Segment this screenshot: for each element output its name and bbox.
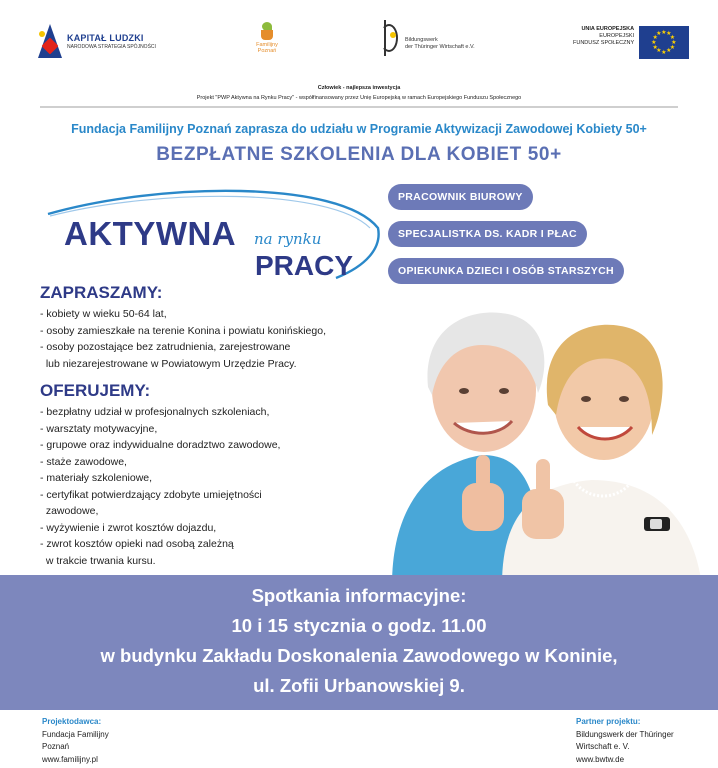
eu-star-icon: ★ [651, 39, 657, 46]
invite-list [40, 306, 326, 372]
eu-line1: UNIA EUROPEJSKA [581, 26, 635, 32]
organizer-name-line1: Fundacja Familijny [42, 729, 109, 739]
kapital-ludzki-logo [38, 24, 156, 58]
info-venue: w budynku Zakładu Doskonalenia Zawodowego w Koninie, [100, 645, 618, 666]
eu-star-icon: ★ [656, 30, 662, 37]
info-address: ul. Zofii Urbanowskiej 9. [253, 675, 465, 696]
organizer-name-line2: Poznań [42, 742, 70, 751]
list-item: - zwrot kosztów opieki nad osobą zależną [40, 538, 234, 550]
eu-star-icon: ★ [669, 34, 676, 41]
eu-star-icon: ★ [661, 49, 667, 56]
course-pill-office-worker: PRACOWNIK BIUROWY [388, 184, 533, 210]
eu-star-icon: ★ [669, 44, 676, 51]
footer-organizer [42, 716, 109, 766]
eu-star-icon: ★ [671, 39, 677, 46]
brand-word-pracy: PRACY [255, 250, 354, 281]
partner-website: www.bwtw.de [576, 754, 625, 764]
list-item: - osoby zamieszkałe na terenie Konina i powiatu konińskiego, [40, 324, 326, 337]
info-title: Spotkania informacyjne: [251, 585, 467, 606]
familijny-poznan-logo-text: Familijny Poznań [256, 42, 278, 54]
eu-star-icon: ★ [656, 48, 662, 55]
photo-two-women-thumbs-up [352, 295, 718, 585]
eu-star-icon: ★ [666, 48, 672, 55]
list-item: - staże zawodowe, [40, 455, 127, 468]
partner-heading: Partner projektu: [576, 717, 641, 726]
list-item: w trakcie trwania kursu. [40, 554, 156, 567]
offer-list [40, 404, 280, 569]
eu-line3: FUNDUSZ SPOŁECZNY [573, 40, 635, 46]
footer-partner [576, 716, 674, 766]
list-item: - kobiety w wieku 50-64 lat, [40, 308, 167, 320]
list-item: - warsztaty motywacyjne, [40, 422, 158, 435]
list-item: - grupowe oraz indywidualne doradztwo zawodowe, [40, 439, 281, 451]
course-pill-caregiver: OPIEKUNKA DZIECI I OSÓB STARSZYCH [388, 258, 624, 284]
list-item: - certyfikat potwierdzający zdobyte umiejętności [40, 488, 262, 501]
organizer-heading: Projektodawca: [42, 717, 102, 726]
info-dates: 10 i 15 stycznia o godz. 11.00 [231, 615, 487, 636]
kapital-ludzki-subtitle: NARODOWA STRATEGIA SPÓJNOŚCI [67, 43, 156, 50]
eu-star-icon: ★ [666, 30, 672, 37]
list-item: - osoby pozostające bez zatrudnienia, zarejestrowane [40, 341, 291, 353]
bildungswerk-line2: der Thüringer Wirtschaft e.V. [405, 44, 475, 50]
bildungswerk-emblem-icon [376, 20, 400, 56]
eu-line2: EUROPEJSKI [599, 33, 635, 39]
partner-name-line2: Wirtschaft e. V. [576, 742, 630, 751]
eu-star-icon: ★ [661, 29, 667, 36]
bildungswerk-logo [376, 20, 475, 56]
eu-star-icon: ★ [652, 34, 658, 41]
organizer-website: www.familijny.pl [42, 754, 98, 764]
divider [40, 106, 678, 108]
sponsor-logos [0, 0, 718, 82]
section-title-offer: OFERUJEMY: [40, 381, 151, 400]
eu-star-icon: ★ [652, 44, 658, 51]
partner-name-line1: Bildungswerk der Thüringer [576, 729, 674, 739]
list-item: - bezpłatny udział w profesjonalnych szkoleniach, [40, 406, 270, 418]
motto: Człowiek - najlepsza inwestycja [317, 85, 401, 91]
familijny-poznan-logo [250, 22, 284, 54]
course-pill-hr-payroll: SPECJALISTKA DS. KADR I PŁAC [388, 221, 587, 247]
brand-word-aktywna: AKTYWNA [64, 215, 237, 252]
flower-pot-icon [259, 22, 275, 40]
headline: BEZPŁATNE SZKOLENIA DLA KOBIET 50+ [156, 144, 562, 165]
kapital-ludzki-title: KAPITAŁ LUDZKI [67, 32, 144, 43]
list-item: - wyżywienie i zwrot kosztów dojazdu, [40, 521, 217, 534]
list-item: zawodowe, [40, 505, 99, 517]
eu-flag-icon [639, 26, 689, 59]
section-title-invite: ZAPRASZAMY: [40, 283, 163, 302]
list-item: - materiały szkoleniowe, [40, 472, 153, 484]
bildungswerk-line1: Bildungswerk [405, 37, 438, 43]
brand-word-na-rynku: na rynku [254, 230, 322, 248]
info-meetings-banner [0, 575, 718, 710]
kapital-ludzki-emblem-icon [38, 24, 62, 58]
invitation-text: Fundacja Familijny Poznań zaprasza do udziału w Programie Aktywizacji Zawodowej Kobiety 50+ [71, 122, 647, 136]
project-note: Projekt "PWP Aktywna na Rynku Pracy" - współfinansowany przez Unię Europejską w ramach Europejskiego Funduszu Społecznego [196, 95, 522, 101]
eu-logo [573, 26, 689, 59]
list-item: lub niezarejestrowane w Powiatowym Urzędzie Pracy. [40, 357, 297, 370]
